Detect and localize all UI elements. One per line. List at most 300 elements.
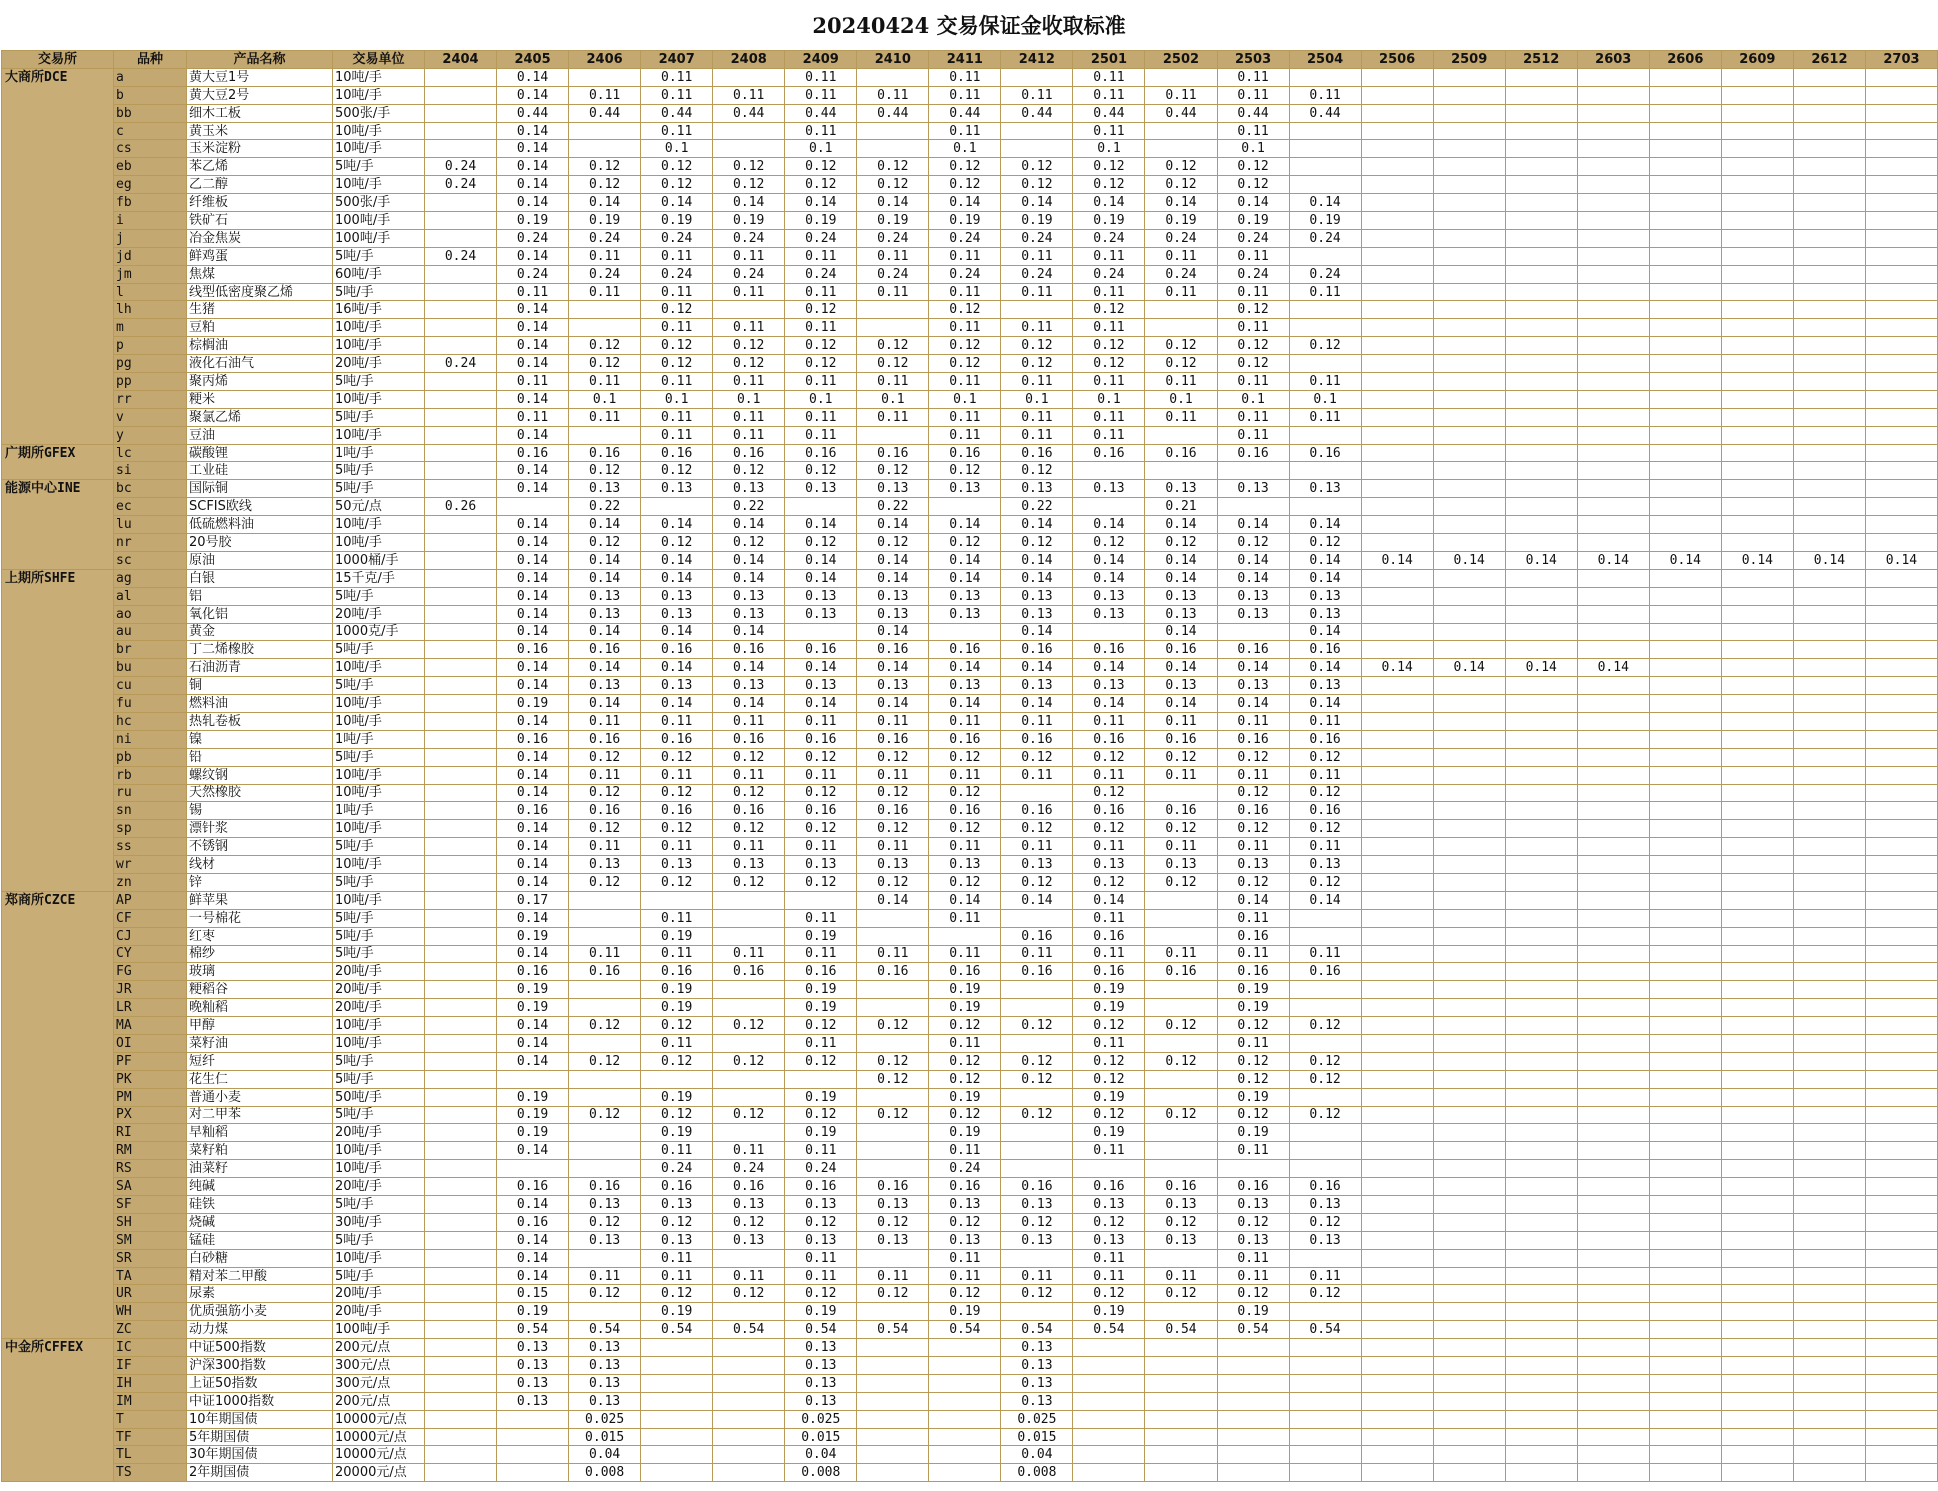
margin-rate-cell — [425, 462, 497, 480]
margin-rate-cell: 0.16 — [1001, 641, 1073, 659]
margin-rate-cell — [425, 516, 497, 534]
margin-rate-cell — [857, 1392, 929, 1410]
margin-rate-cell — [1865, 748, 1937, 766]
table-row — [2, 1196, 1938, 1214]
margin-rate-cell — [1721, 194, 1793, 212]
margin-rate-cell: 0.13 — [569, 1339, 641, 1357]
margin-rate-cell — [1433, 390, 1505, 408]
trading-unit: 10吨/手 — [333, 68, 425, 86]
margin-rate-cell: 0.12 — [569, 462, 641, 480]
margin-rate-cell: 0.11 — [785, 712, 857, 730]
margin-rate-cell: 0.14 — [497, 569, 569, 587]
margin-rate-cell: 0.14 — [497, 319, 569, 337]
margin-rate-cell — [1793, 1446, 1865, 1464]
margin-rate-cell — [1433, 766, 1505, 784]
margin-rate-cell — [1433, 212, 1505, 230]
table-row — [2, 373, 1938, 391]
margin-rate-cell: 0.14 — [1001, 516, 1073, 534]
margin-rate-cell — [1793, 891, 1865, 909]
margin-rate-cell: 0.11 — [1217, 86, 1289, 104]
margin-rate-cell — [1433, 748, 1505, 766]
margin-rate-cell: 0.16 — [1145, 444, 1217, 462]
margin-rate-cell — [1577, 462, 1649, 480]
margin-rate-cell: 0.13 — [857, 587, 929, 605]
margin-rate-cell — [1649, 104, 1721, 122]
margin-rate-cell — [1433, 927, 1505, 945]
margin-rate-cell — [1721, 838, 1793, 856]
margin-rate-cell: 0.11 — [569, 838, 641, 856]
margin-rate-cell — [857, 122, 929, 140]
trading-unit: 20吨/手 — [333, 1303, 425, 1321]
margin-rate-cell: 0.13 — [569, 1392, 641, 1410]
margin-rate-cell — [1433, 1213, 1505, 1231]
margin-rate-cell: 0.14 — [497, 1231, 569, 1249]
margin-rate-cell — [713, 122, 785, 140]
margin-rate-cell: 0.13 — [929, 1231, 1001, 1249]
margin-rate-cell — [425, 1213, 497, 1231]
margin-rate-cell — [1649, 176, 1721, 194]
margin-rate-cell — [1433, 1410, 1505, 1428]
trading-unit: 5吨/手 — [333, 1070, 425, 1088]
margin-rate-cell — [1433, 498, 1505, 516]
margin-rate-cell: 0.12 — [1001, 462, 1073, 480]
margin-rate-cell — [1145, 909, 1217, 927]
margin-rate-cell: 0.14 — [497, 355, 569, 373]
margin-rate-cell — [1001, 1142, 1073, 1160]
margin-rate-cell — [1577, 498, 1649, 516]
margin-rate-cell — [1361, 265, 1433, 283]
margin-rate-cell: 0.12 — [1073, 1213, 1145, 1231]
margin-rate-cell: 0.16 — [1073, 1178, 1145, 1196]
table-row — [2, 963, 1938, 981]
margin-rate-cell: 0.12 — [1001, 748, 1073, 766]
margin-rate-cell — [1865, 444, 1937, 462]
margin-rate-cell: 0.19 — [1217, 1088, 1289, 1106]
margin-rate-cell: 0.13 — [929, 605, 1001, 623]
margin-rate-cell — [569, 999, 641, 1017]
product-code: pg — [114, 355, 187, 373]
margin-rate-cell: 0.54 — [569, 1321, 641, 1339]
margin-rate-cell: 0.11 — [1001, 283, 1073, 301]
margin-rate-cell — [1793, 498, 1865, 516]
margin-rate-cell: 0.14 — [497, 337, 569, 355]
margin-rate-cell: 0.11 — [785, 408, 857, 426]
margin-rate-cell — [1649, 963, 1721, 981]
margin-rate-cell: 0.1 — [1217, 390, 1289, 408]
margin-rate-cell — [1577, 1446, 1649, 1464]
margin-rate-cell: 0.12 — [1073, 820, 1145, 838]
margin-rate-cell: 0.14 — [497, 766, 569, 784]
margin-rate-cell: 0.12 — [713, 873, 785, 891]
margin-rate-cell: 0.11 — [641, 122, 713, 140]
margin-rate-cell — [1433, 1088, 1505, 1106]
margin-rate-cell: 0.14 — [1073, 516, 1145, 534]
table-row — [2, 426, 1938, 444]
margin-rate-cell: 0.12 — [929, 462, 1001, 480]
margin-rate-cell: 0.13 — [929, 677, 1001, 695]
margin-rate-cell — [1793, 194, 1865, 212]
margin-rate-cell — [1721, 1428, 1793, 1446]
margin-rate-cell — [1289, 1410, 1361, 1428]
margin-rate-cell — [425, 534, 497, 552]
margin-rate-cell: 0.13 — [713, 605, 785, 623]
margin-rate-cell: 0.12 — [641, 784, 713, 802]
margin-rate-cell: 0.24 — [785, 229, 857, 247]
margin-rate-cell — [1793, 1285, 1865, 1303]
margin-rate-cell — [1433, 641, 1505, 659]
margin-rate-cell — [1433, 534, 1505, 552]
product-code: rb — [114, 766, 187, 784]
margin-rate-cell — [1865, 390, 1937, 408]
margin-rate-cell: 0.16 — [1001, 802, 1073, 820]
margin-rate-cell: 0.14 — [1217, 569, 1289, 587]
margin-rate-cell: 0.12 — [1001, 873, 1073, 891]
margin-rate-cell — [1433, 480, 1505, 498]
margin-rate-cell: 0.11 — [1289, 283, 1361, 301]
margin-rate-cell — [713, 1428, 785, 1446]
product-name: 晚籼稻 — [187, 999, 333, 1017]
margin-rate-cell: 0.13 — [641, 605, 713, 623]
margin-rate-cell — [1865, 587, 1937, 605]
margin-rate-cell: 0.16 — [641, 730, 713, 748]
margin-rate-cell — [1721, 659, 1793, 677]
margin-rate-cell: 0.19 — [641, 981, 713, 999]
margin-rate-cell: 0.14 — [497, 86, 569, 104]
margin-rate-cell — [1289, 122, 1361, 140]
margin-rate-cell: 0.24 — [569, 229, 641, 247]
margin-rate-cell — [1433, 569, 1505, 587]
margin-rate-cell — [569, 1249, 641, 1267]
trading-unit: 10吨/手 — [333, 856, 425, 874]
margin-rate-cell — [569, 1160, 641, 1178]
product-name: 低硫燃料油 — [187, 516, 333, 534]
margin-rate-cell: 0.12 — [1001, 820, 1073, 838]
margin-rate-cell: 0.11 — [785, 909, 857, 927]
margin-rate-cell — [1361, 569, 1433, 587]
margin-rate-cell — [1649, 229, 1721, 247]
margin-rate-cell — [1145, 1124, 1217, 1142]
margin-rate-cell — [713, 1070, 785, 1088]
margin-rate-cell: 0.19 — [497, 695, 569, 713]
margin-rate-cell: 0.14 — [1073, 569, 1145, 587]
margin-rate-cell: 0.12 — [1289, 1285, 1361, 1303]
margin-rate-cell: 0.14 — [713, 659, 785, 677]
margin-rate-cell: 0.16 — [569, 802, 641, 820]
margin-rate-cell — [1865, 1017, 1937, 1035]
margin-rate-cell: 0.13 — [1073, 605, 1145, 623]
margin-rate-cell — [857, 68, 929, 86]
margin-rate-cell — [713, 1357, 785, 1375]
trading-unit: 10吨/手 — [333, 712, 425, 730]
margin-rate-cell — [1793, 873, 1865, 891]
margin-rate-cell: 0.1 — [785, 140, 857, 158]
margin-rate-cell: 0.12 — [1217, 1285, 1289, 1303]
margin-rate-cell — [1793, 784, 1865, 802]
margin-rate-cell — [425, 408, 497, 426]
table-row — [2, 176, 1938, 194]
table-row — [2, 534, 1938, 552]
margin-rate-cell — [1865, 1285, 1937, 1303]
table-row — [2, 623, 1938, 641]
trading-unit: 10吨/手 — [333, 122, 425, 140]
product-name: 黄大豆1号 — [187, 68, 333, 86]
margin-rate-cell: 0.11 — [1289, 766, 1361, 784]
margin-rate-cell — [1649, 641, 1721, 659]
trading-unit: 10吨/手 — [333, 784, 425, 802]
margin-rate-cell: 0.16 — [1289, 963, 1361, 981]
margin-rate-cell: 0.14 — [569, 569, 641, 587]
product-code: au — [114, 623, 187, 641]
trading-unit: 10吨/手 — [333, 891, 425, 909]
margin-rate-cell — [713, 891, 785, 909]
margin-rate-cell — [713, 1374, 785, 1392]
margin-rate-cell: 0.12 — [713, 534, 785, 552]
product-code: IC — [114, 1339, 187, 1357]
table-row — [2, 1034, 1938, 1052]
margin-rate-cell — [713, 1410, 785, 1428]
margin-rate-cell: 0.11 — [929, 86, 1001, 104]
margin-rate-cell: 0.025 — [785, 1410, 857, 1428]
margin-rate-cell — [1793, 909, 1865, 927]
margin-rate-cell — [1577, 748, 1649, 766]
margin-rate-cell: 0.11 — [497, 283, 569, 301]
trading-unit: 10吨/手 — [333, 1034, 425, 1052]
margin-rate-cell — [1721, 390, 1793, 408]
table-row — [2, 212, 1938, 230]
margin-rate-cell — [425, 122, 497, 140]
margin-rate-cell — [1865, 1374, 1937, 1392]
margin-rate-cell: 0.26 — [425, 498, 497, 516]
margin-rate-cell: 0.14 — [857, 516, 929, 534]
margin-rate-cell — [1505, 695, 1577, 713]
margin-rate-cell: 0.16 — [1001, 927, 1073, 945]
margin-rate-cell — [1721, 1321, 1793, 1339]
margin-rate-cell: 0.14 — [1793, 551, 1865, 569]
margin-rate-cell: 0.12 — [1217, 1106, 1289, 1124]
margin-rate-cell: 0.11 — [569, 1267, 641, 1285]
column-header: 2509 — [1433, 51, 1505, 69]
margin-rate-cell: 0.13 — [785, 1374, 857, 1392]
margin-rate-cell — [425, 730, 497, 748]
margin-rate-cell: 0.16 — [929, 444, 1001, 462]
margin-rate-cell — [713, 927, 785, 945]
margin-rate-cell — [1505, 1428, 1577, 1446]
margin-rate-cell — [1649, 1088, 1721, 1106]
product-name: 玉米淀粉 — [187, 140, 333, 158]
margin-rate-cell: 0.14 — [1217, 551, 1289, 569]
margin-rate-cell — [425, 856, 497, 874]
margin-rate-cell — [857, 319, 929, 337]
margin-rate-cell — [713, 68, 785, 86]
trading-unit: 10吨/手 — [333, 390, 425, 408]
margin-rate-cell: 0.14 — [497, 1052, 569, 1070]
margin-rate-cell — [1721, 229, 1793, 247]
margin-rate-cell — [425, 1178, 497, 1196]
margin-rate-cell — [1793, 1249, 1865, 1267]
margin-rate-cell — [1649, 1231, 1721, 1249]
margin-rate-cell — [857, 1142, 929, 1160]
margin-rate-cell — [1865, 1321, 1937, 1339]
product-code: y — [114, 426, 187, 444]
trading-unit: 500张/手 — [333, 194, 425, 212]
margin-rate-cell: 0.16 — [929, 730, 1001, 748]
margin-rate-cell — [1217, 1339, 1289, 1357]
margin-rate-cell: 0.19 — [1073, 1088, 1145, 1106]
margin-rate-cell — [1793, 766, 1865, 784]
margin-rate-cell: 0.14 — [713, 623, 785, 641]
margin-rate-cell — [1577, 1464, 1649, 1482]
margin-rate-cell — [1361, 587, 1433, 605]
margin-rate-cell — [1433, 1428, 1505, 1446]
margin-rate-cell: 0.22 — [857, 498, 929, 516]
product-code: lc — [114, 444, 187, 462]
product-code: bu — [114, 659, 187, 677]
margin-rate-cell: 0.12 — [1073, 337, 1145, 355]
trading-unit: 5吨/手 — [333, 462, 425, 480]
margin-rate-cell — [1649, 605, 1721, 623]
margin-rate-cell — [1649, 319, 1721, 337]
column-header: 2411 — [929, 51, 1001, 69]
product-code: AP — [114, 891, 187, 909]
margin-rate-cell: 0.015 — [785, 1428, 857, 1446]
margin-rate-cell: 0.13 — [1073, 1196, 1145, 1214]
product-name: 动力煤 — [187, 1321, 333, 1339]
margin-rate-cell — [1505, 820, 1577, 838]
table-row — [2, 1446, 1938, 1464]
margin-rate-cell — [1361, 1034, 1433, 1052]
margin-rate-cell: 0.11 — [1073, 68, 1145, 86]
margin-rate-cell: 0.12 — [641, 301, 713, 319]
margin-rate-cell: 0.12 — [857, 176, 929, 194]
margin-rate-cell: 0.12 — [1073, 176, 1145, 194]
margin-rate-cell: 0.16 — [1001, 963, 1073, 981]
margin-rate-cell — [1865, 212, 1937, 230]
margin-rate-cell — [1433, 945, 1505, 963]
margin-rate-cell: 0.13 — [641, 480, 713, 498]
margin-rate-cell: 0.14 — [1865, 551, 1937, 569]
margin-rate-cell — [1793, 1196, 1865, 1214]
margin-rate-cell: 0.11 — [1001, 945, 1073, 963]
margin-rate-cell: 0.11 — [929, 408, 1001, 426]
margin-rate-cell: 0.16 — [497, 641, 569, 659]
margin-rate-cell: 0.12 — [857, 1052, 929, 1070]
margin-rate-cell — [569, 1034, 641, 1052]
margin-rate-cell: 0.13 — [857, 1231, 929, 1249]
margin-rate-cell — [1361, 873, 1433, 891]
margin-rate-cell — [425, 1196, 497, 1214]
margin-rate-cell: 0.16 — [1289, 730, 1361, 748]
margin-rate-cell: 0.14 — [785, 516, 857, 534]
margin-rate-cell: 0.11 — [713, 373, 785, 391]
trading-unit: 300元/点 — [333, 1357, 425, 1375]
margin-rate-cell — [1577, 480, 1649, 498]
margin-rate-cell — [1289, 319, 1361, 337]
margin-rate-cell — [1001, 1160, 1073, 1178]
margin-rate-cell: 0.12 — [1073, 1017, 1145, 1035]
margin-rate-cell — [1865, 1249, 1937, 1267]
margin-rate-cell — [1721, 176, 1793, 194]
margin-rate-cell — [425, 1285, 497, 1303]
margin-rate-cell: 0.1 — [641, 140, 713, 158]
margin-rate-cell — [1433, 1392, 1505, 1410]
margin-rate-cell: 0.12 — [569, 534, 641, 552]
margin-rate-cell — [1505, 1196, 1577, 1214]
margin-rate-cell: 0.19 — [785, 999, 857, 1017]
margin-rate-cell — [1577, 623, 1649, 641]
product-name: SCFIS欧线 — [187, 498, 333, 516]
margin-rate-cell: 0.14 — [497, 623, 569, 641]
product-name: 石油沥青 — [187, 659, 333, 677]
margin-rate-cell: 0.1 — [785, 390, 857, 408]
margin-rate-cell: 0.12 — [1073, 1285, 1145, 1303]
margin-rate-cell: 0.12 — [1289, 784, 1361, 802]
margin-rate-cell — [1793, 319, 1865, 337]
margin-rate-cell — [1433, 1017, 1505, 1035]
table-row — [2, 1410, 1938, 1428]
margin-rate-cell — [1577, 1088, 1649, 1106]
margin-rate-cell — [1505, 373, 1577, 391]
margin-rate-cell — [425, 426, 497, 444]
margin-rate-cell — [1505, 927, 1577, 945]
column-header: 2409 — [785, 51, 857, 69]
margin-rate-cell: 0.14 — [1001, 551, 1073, 569]
margin-rate-cell — [1649, 1374, 1721, 1392]
margin-rate-cell: 0.12 — [1001, 355, 1073, 373]
trading-unit: 10000元/点 — [333, 1428, 425, 1446]
margin-rate-cell — [425, 140, 497, 158]
margin-rate-cell — [1505, 587, 1577, 605]
product-name: 黄大豆2号 — [187, 86, 333, 104]
margin-rate-cell — [1505, 1321, 1577, 1339]
margin-rate-cell — [1577, 212, 1649, 230]
margin-rate-cell: 0.12 — [1145, 873, 1217, 891]
margin-rate-cell: 0.16 — [569, 963, 641, 981]
margin-rate-cell — [1793, 1357, 1865, 1375]
margin-rate-cell — [1793, 122, 1865, 140]
product-name: 油菜籽 — [187, 1160, 333, 1178]
margin-rate-cell: 0.13 — [569, 677, 641, 695]
margin-rate-cell: 0.12 — [713, 1106, 785, 1124]
table-row — [2, 551, 1938, 569]
margin-rate-cell: 0.16 — [1073, 444, 1145, 462]
margin-rate-cell — [1361, 1357, 1433, 1375]
margin-rate-cell: 0.12 — [569, 873, 641, 891]
margin-rate-cell — [1001, 1034, 1073, 1052]
margin-rate-cell: 0.24 — [1289, 229, 1361, 247]
table-row — [2, 1142, 1938, 1160]
product-name: 白砂糖 — [187, 1249, 333, 1267]
margin-rate-cell: 0.19 — [785, 927, 857, 945]
column-header: 2502 — [1145, 51, 1217, 69]
table-row — [2, 1357, 1938, 1375]
margin-rate-cell: 0.1 — [1073, 390, 1145, 408]
margin-rate-cell: 0.14 — [497, 462, 569, 480]
margin-rate-cell: 0.12 — [785, 873, 857, 891]
product-name: 螺纹钢 — [187, 766, 333, 784]
margin-rate-cell: 0.11 — [713, 766, 785, 784]
margin-rate-cell — [1721, 1017, 1793, 1035]
margin-rate-cell: 0.13 — [1289, 1231, 1361, 1249]
margin-rate-cell — [1721, 623, 1793, 641]
margin-rate-cell: 0.13 — [1001, 1231, 1073, 1249]
margin-rate-cell: 0.13 — [929, 856, 1001, 874]
product-code: ru — [114, 784, 187, 802]
margin-rate-cell — [1721, 587, 1793, 605]
margin-rate-cell — [1649, 1339, 1721, 1357]
margin-rate-cell — [425, 1321, 497, 1339]
product-name: 2年期国债 — [187, 1464, 333, 1482]
margin-rate-cell: 0.14 — [1001, 659, 1073, 677]
